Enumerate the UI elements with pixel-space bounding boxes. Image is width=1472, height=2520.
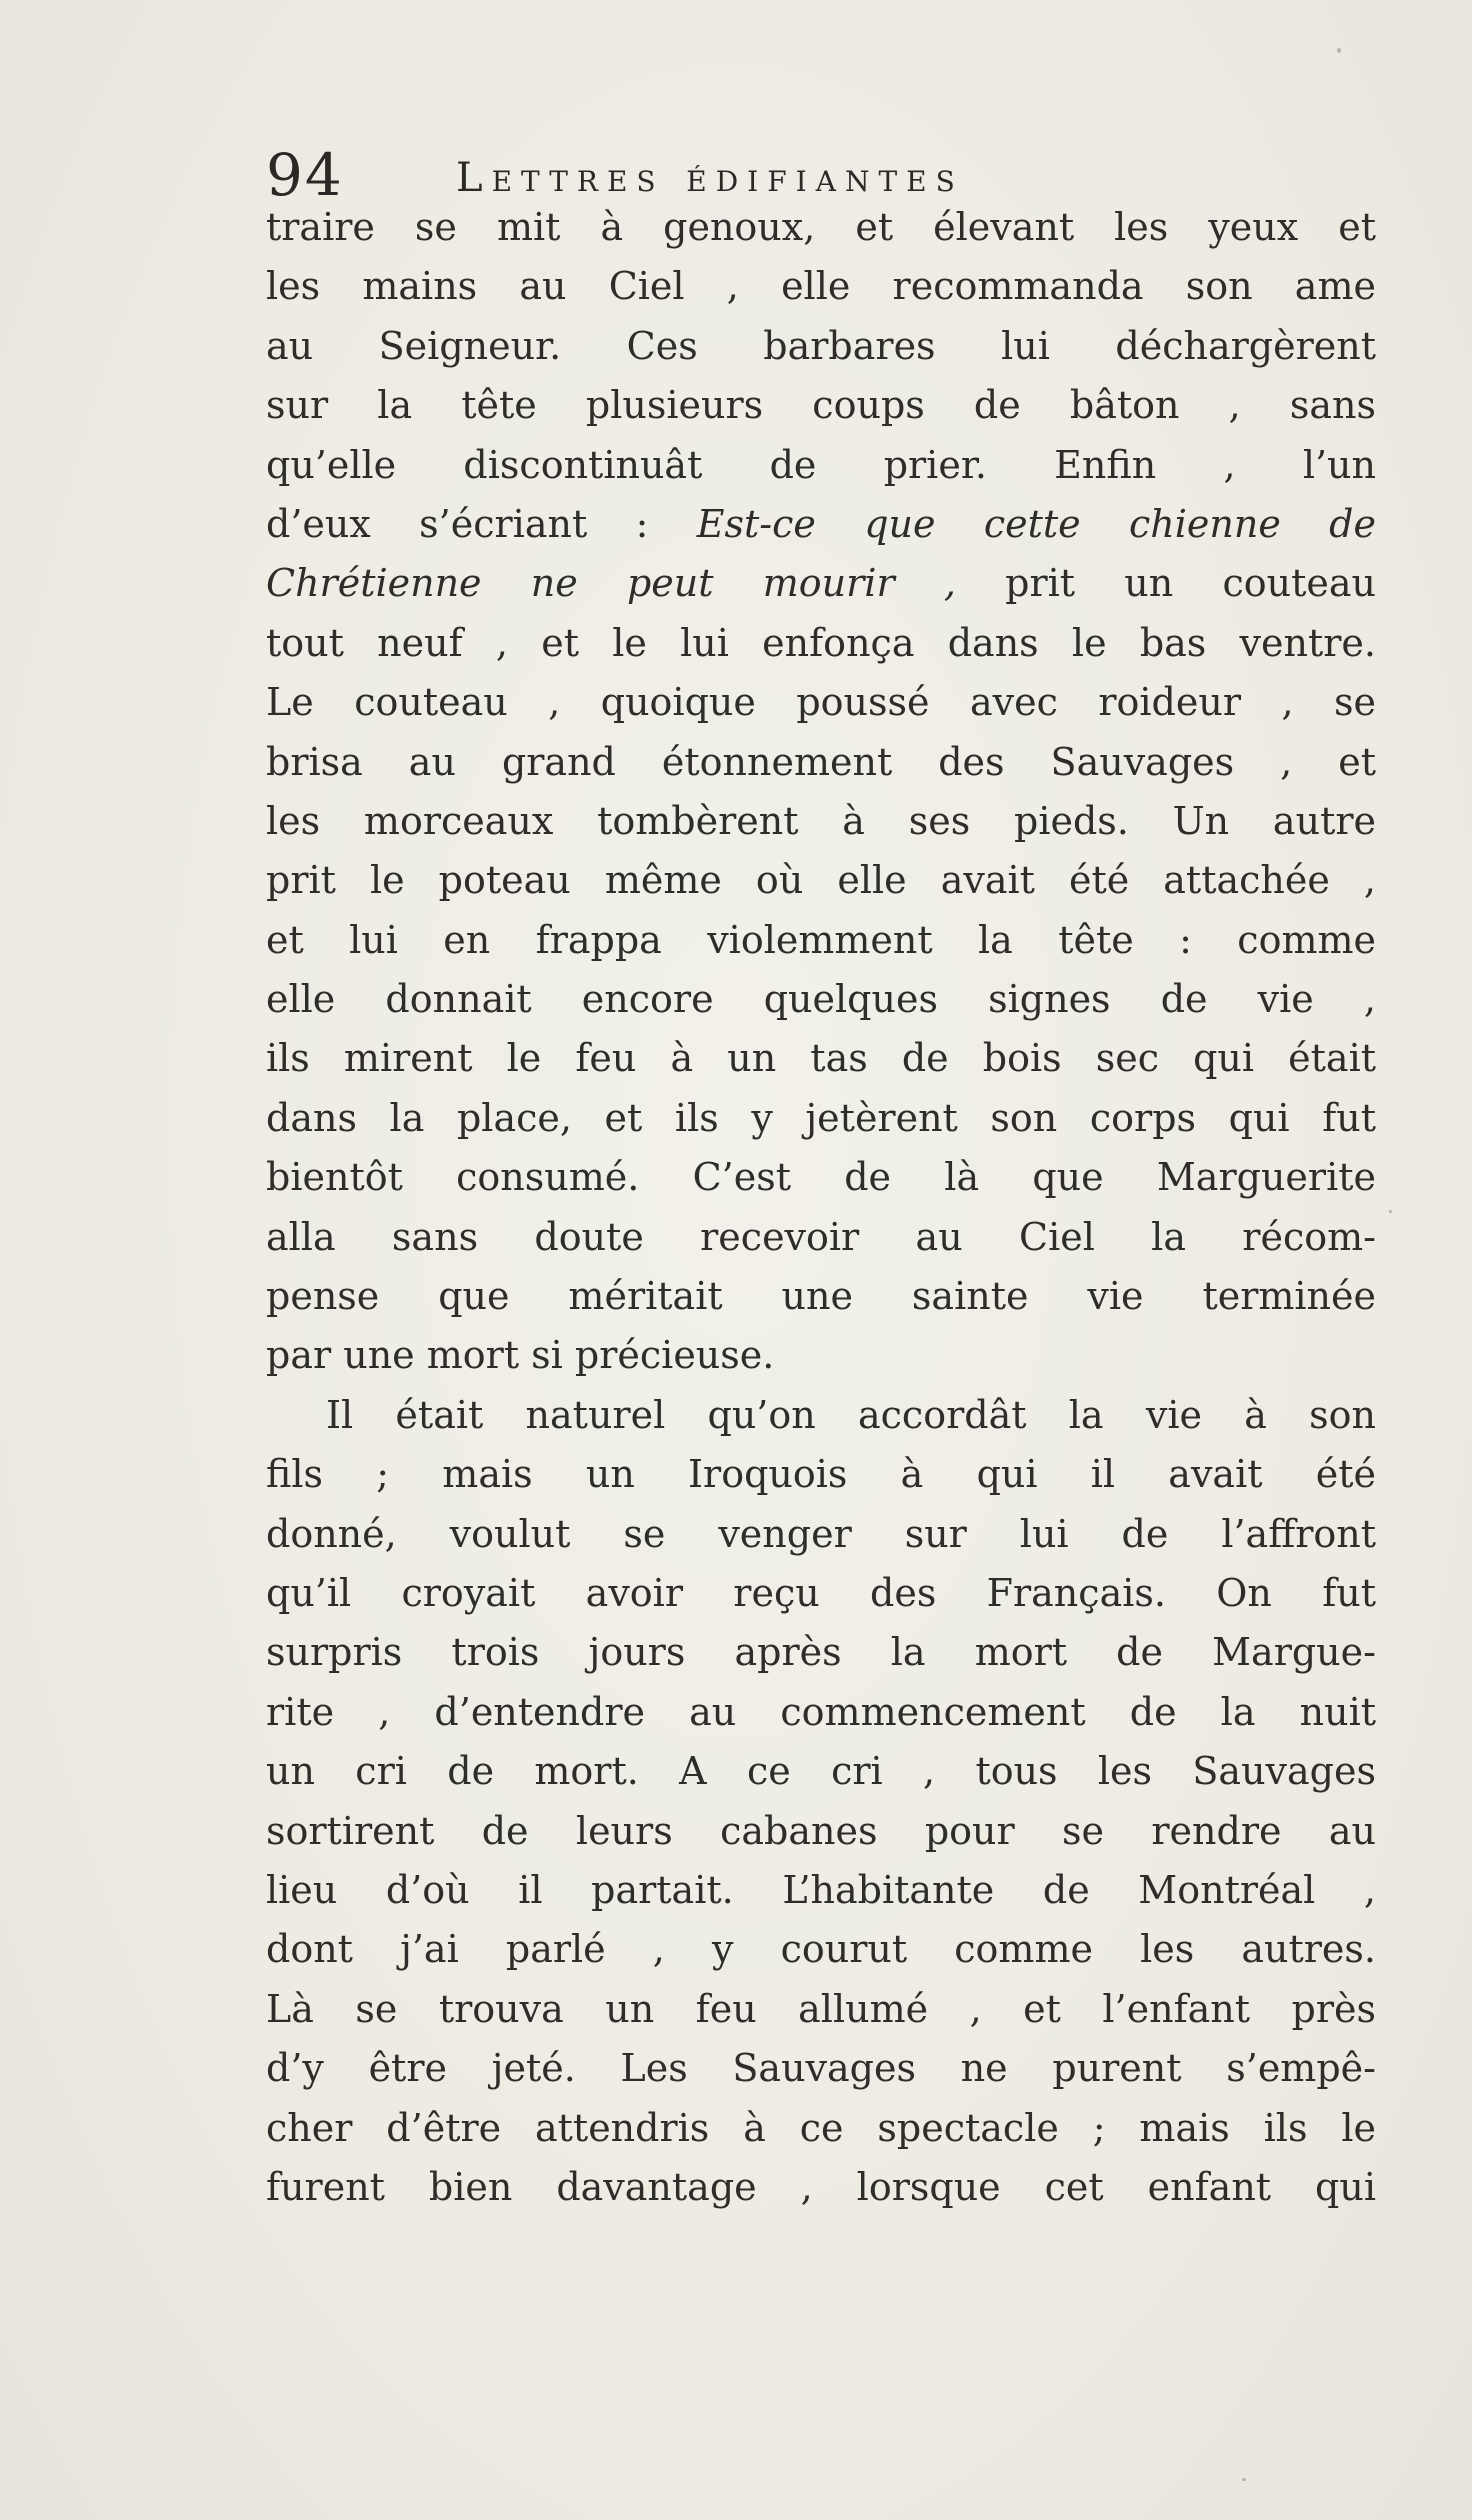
text-line: Il était naturel qu’on accordât la vie à son: [326, 1392, 1376, 1437]
text-line: qu’il croyait avoir reçu des Français. On fut: [266, 1570, 1376, 1615]
italic-quote: Chrétienne ne peut mourir ,: [266, 561, 956, 606]
text-line: les mains au Ciel , elle recommanda son ame: [266, 264, 1376, 309]
text-line: d’y être jeté. Les Sauvages ne purent s’empê-: [266, 2046, 1376, 2091]
text-line: un cri de mort. A ce cri , tous les Sauvages: [266, 1749, 1376, 1794]
text-line: par une mort si précieuse.: [266, 1333, 775, 1378]
text-line: bientôt consumé. C’est de là que Marguerite: [266, 1155, 1376, 1200]
text-line: surpris trois jours après la mort de Margue-: [266, 1630, 1376, 1675]
text-line: [266, 554, 1376, 613]
text-line: brisa au grand étonnement des Sauvages , et: [266, 739, 1376, 784]
text-line: ils mirent le feu à un tas de bois sec qui était: [266, 1036, 1376, 1081]
text-line: sortirent de leurs cabanes pour se rendre au: [266, 1808, 1376, 1853]
paragraph: [266, 1386, 1376, 2217]
text-line: les morceaux tombèrent à ses pieds. Un autre: [266, 798, 1376, 843]
text-line: qu’elle discontinuât de prier. Enfin , l’un: [266, 442, 1376, 487]
text-segment: d’eux s’écriant :: [266, 501, 649, 546]
body-text: [266, 198, 1376, 2217]
text-line: au Seigneur. Ces barbares lui déchargèrent: [266, 323, 1376, 368]
text-line: donné, voulut se venger sur lui de l’affront: [266, 1511, 1376, 1556]
text-line: pense que méritait une sainte vie terminée: [266, 1274, 1376, 1319]
paper-speck: [1389, 1210, 1392, 1213]
text-line: Là se trouva un feu allumé , et l’enfant près: [266, 1986, 1376, 2031]
text-line: Le couteau , quoique poussé avec roideur , se: [266, 680, 1376, 725]
text-line: cher d’être attendris à ce spectacle ; mais ils le: [266, 2105, 1376, 2150]
text-line: alla sans doute recevoir au Ciel la récom-: [266, 1214, 1376, 1259]
text-line: et lui en frappa violemment la tête : comme: [266, 917, 1376, 962]
text-line: tout neuf , et le lui enfonça dans le bas ventre.: [266, 620, 1376, 665]
text-line: dont j’ai parlé , y courut comme les autres.: [266, 1927, 1376, 1972]
text-line: prit le poteau même où elle avait été attachée ,: [266, 858, 1376, 903]
paper-speck: [1242, 2478, 1246, 2481]
text-line: sur la tête plusieurs coups de bâton , sans: [266, 383, 1376, 428]
text-line: fils ; mais un Iroquois à qui il avait été: [266, 1452, 1376, 1497]
text-line: [266, 495, 1376, 554]
text-line: lieu d’où il partait. L’habitante de Montréal ,: [266, 1867, 1376, 1912]
text-line: dans la place, et ils y jetèrent son corps qui fut: [266, 1095, 1376, 1140]
text-line: elle donnait encore quelques signes de vie ,: [266, 977, 1376, 1022]
text-line: furent bien davantage , lorsque cet enfant qui: [266, 2164, 1376, 2209]
text-line: rite , d’entendre au commencement de la nuit: [266, 1689, 1376, 1734]
page-number: 94: [266, 141, 344, 209]
running-title: Lettres édifiantes: [456, 155, 964, 201]
text-line: traire se mit à genoux, et élevant les yeux et: [266, 205, 1376, 249]
italic-quote: Est-ce que cette chienne de: [696, 501, 1376, 546]
paragraph: [266, 198, 1376, 1386]
paper-speck: [1337, 48, 1341, 53]
text-segment: prit un couteau: [1005, 561, 1376, 606]
